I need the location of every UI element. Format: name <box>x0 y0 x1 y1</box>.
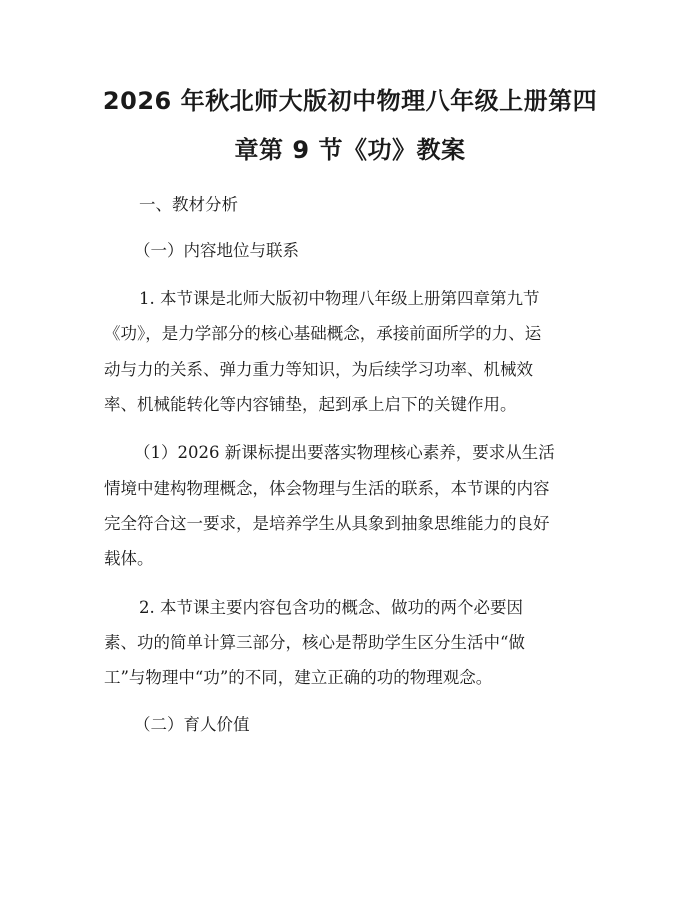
paragraph-3-line-1: 2. 本节课主要内容包含功的概念、做功的两个必要因 <box>139 598 523 617</box>
section-heading-teaching-material-analysis: 一、教材分析 <box>139 195 238 214</box>
paragraph-3-line-2: 素、功的简单计算三部分，核心是帮助学生区分生活中“做 <box>104 633 525 652</box>
paragraph-2-line-4: 载体。 <box>104 549 154 568</box>
subsection-heading-educational-value: （二）育人价值 <box>134 715 250 734</box>
paragraph-1-line-3: 动与力的关系、弹力重力等知识，为后续学习功率、机械效 <box>104 360 533 379</box>
document-title-line-1: 2026 年秋北师大版初中物理八年级上册第四 <box>102 87 598 115</box>
paragraph-2-line-2: 情境中建构物理概念，体会物理与生活的联系，本节课的内容 <box>104 479 550 498</box>
paragraph-1-line-2: 《功》，是力学部分的核心基础概念，承接前面所学的力、运 <box>104 324 542 343</box>
paragraph-1-line-1: 1. 本节课是北师大版初中物理八年级上册第四章第九节 <box>139 289 540 308</box>
paragraph-2-line-3: 完全符合这一要求，是培养学生从具象到抽象思维能力的良好 <box>104 514 550 533</box>
paragraph-3-line-3: 工”与物理中“功”的不同，建立正确的功的物理观念。 <box>104 668 493 687</box>
paragraph-2-line-1: （1）2026 新课标提出要落实物理核心素养，要求从生活 <box>134 443 555 462</box>
paragraph-1-line-4: 率、机械能转化等内容铺垫，起到承上启下的关键作用。 <box>104 395 517 414</box>
document-title-line-2: 章第 9 节《功》教案 <box>234 136 466 164</box>
subsection-heading-content-position: （一）内容地位与联系 <box>134 241 299 260</box>
